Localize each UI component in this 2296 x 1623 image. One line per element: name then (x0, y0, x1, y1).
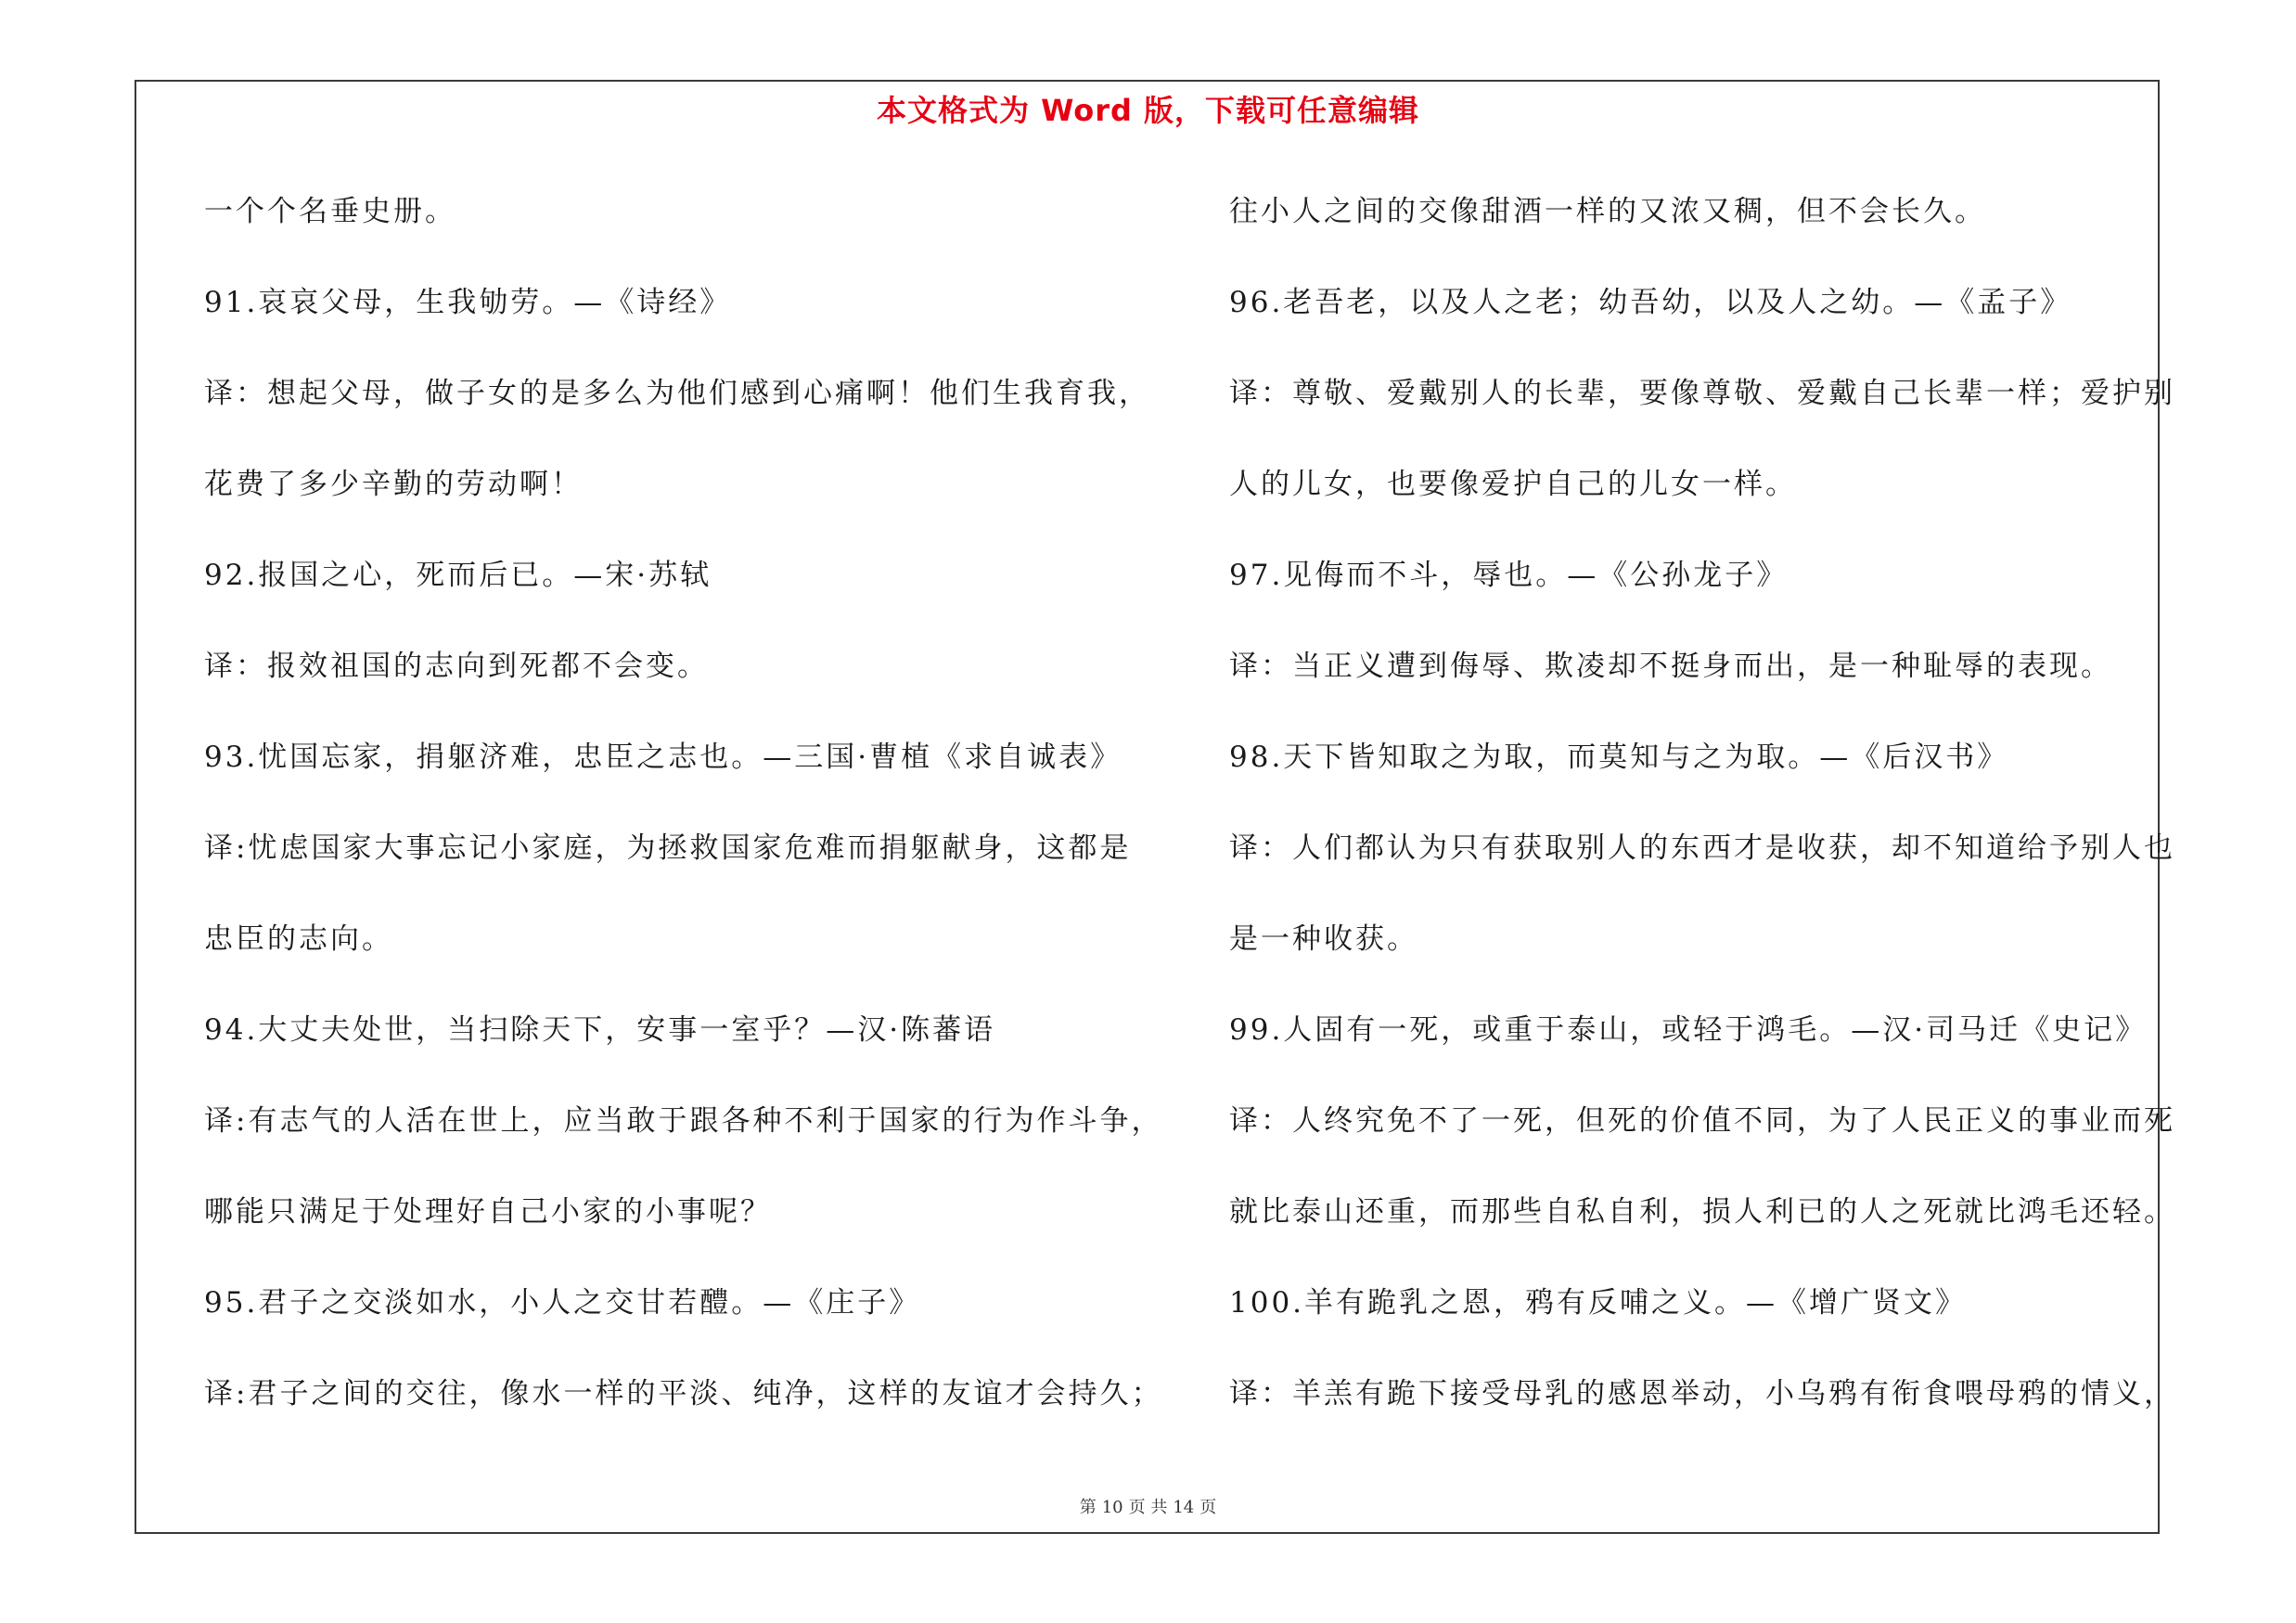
right-text-column (1229, 182, 2250, 1455)
text-line: 99.人固有一死，或重于泰山，或轻于鸿毛。—汉·司马迁《史记》 (1229, 1013, 2148, 1047)
footer-middle: 页 共 (1128, 1498, 1168, 1517)
text-line: 是一种收获。 (1229, 922, 1418, 956)
text-line: 哪能只满足于处理好自己小家的小事呢？ (204, 1195, 772, 1229)
left-text-column (204, 182, 1225, 1455)
text-line: 译：想起父母，做子女的是多么为他们感到心痛啊！他们生我育我， (204, 377, 1150, 410)
word-format-banner: 本文格式为 Word 版，下载可任意编辑 (876, 93, 1420, 128)
text-line: 往小人之间的交像甜酒一样的又浓又稠，但不会长久。 (1229, 195, 1986, 228)
text-line: 一个个名垂史册。 (204, 195, 456, 228)
text-line: 人的儿女，也要像爱护自己的儿女一样。 (1229, 468, 1797, 501)
text-line: 94.大丈夫处世，当扫除天下，安事一室乎？—汉·陈蕃语 (204, 1013, 996, 1047)
text-line: 译：人们都认为只有获取别人的东西才是收获，却不知道给予别人也 (1229, 831, 2175, 865)
text-line: 译：当正义遭到侮辱、欺凌却不挺身而出，是一种耻辱的表现。 (1229, 650, 2112, 683)
text-line: 97.见侮而不斗，辱也。—《公孙龙子》 (1229, 559, 1789, 592)
footer-prefix: 第 (1079, 1498, 1097, 1517)
text-line: 96.老吾老，以及人之老；幼吾幼，以及人之幼。—《孟子》 (1229, 286, 2072, 319)
text-line: 译:有志气的人活在世上，应当敢于跟各种不利于国家的行为作斗争， (204, 1104, 1163, 1138)
text-line: 译:忧虑国家大事忘记小家庭，为拯救国家危难而捐躯献身，这都是 (204, 831, 1132, 865)
footer-suffix: 页 (1199, 1498, 1217, 1517)
text-line: 译：尊敬、爱戴别人的长辈，要像尊敬、爱戴自己长辈一样；爱护别 (1229, 377, 2175, 410)
text-line: 92.报国之心，死而后已。—宋·苏轼 (204, 559, 712, 592)
text-line: 95.君子之交淡如水，小人之交甘若醴。—《庄子》 (204, 1286, 921, 1320)
text-line: 花费了多少辛勤的劳动啊！ (204, 468, 583, 501)
current-page-number: 10 (1101, 1498, 1123, 1517)
text-line: 100.羊有跪乳之恩，鸦有反哺之义。—《增广贤文》 (1229, 1286, 1968, 1320)
text-line: 译:君子之间的交往，像水一样的平淡、纯净，这样的友谊才会持久； (204, 1377, 1163, 1410)
text-line: 忠臣的志向。 (204, 922, 393, 956)
text-line: 译：人终究免不了一死，但死的价值不同，为了人民正义的事业而死 (1229, 1104, 2175, 1138)
page-number-footer (0, 1494, 2296, 1518)
text-line: 93.忧国忘家，捐躯济难，忠臣之志也。—三国·曹植《求自诚表》 (204, 741, 1122, 774)
text-line: 译：羊羔有跪下接受母乳的感恩举动，小乌鸦有衔食喂母鸦的情义， (1229, 1377, 2175, 1410)
text-line: 就比泰山还重，而那些自私自利，损人利已的人之死就比鸿毛还轻。 (1229, 1195, 2175, 1229)
text-line: 91.哀哀父母，生我劬劳。—《诗经》 (204, 286, 732, 319)
total-pages-number: 14 (1173, 1498, 1195, 1517)
text-line: 98.天下皆知取之为取，而莫知与之为取。—《后汉书》 (1229, 741, 2009, 774)
text-line: 译：报效祖国的志向到死都不会变。 (204, 650, 709, 683)
